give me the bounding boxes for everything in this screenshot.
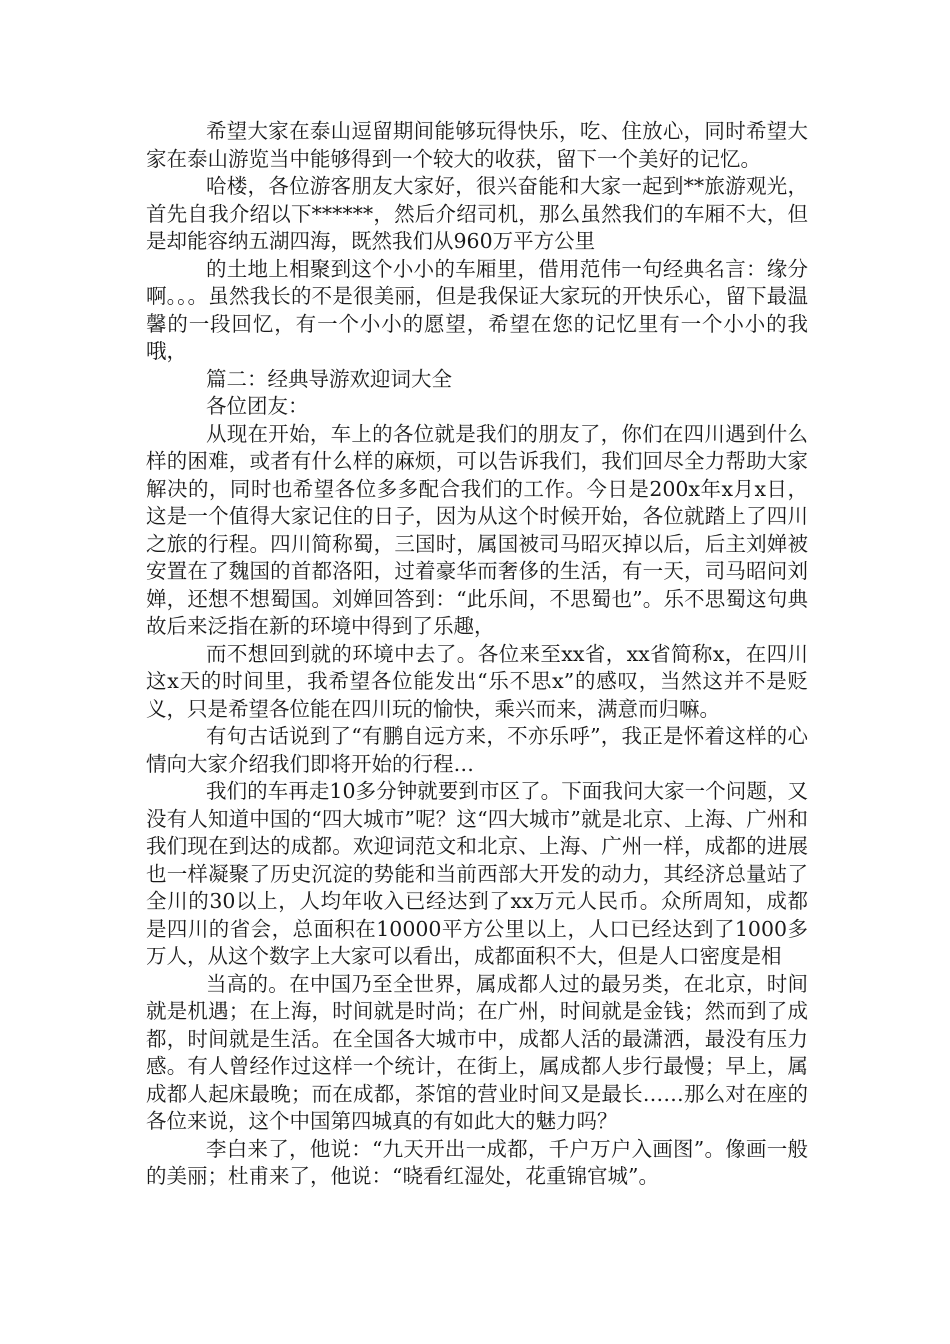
paragraph-sichuan-intro: 从现在开始，车上的各位就是我们的朋友了，你们在四川遇到什么样的困难，或者有什么样的麻烦，可以告诉我们，我们回尽全力帮助大家解决的，同时也希望各位多多配合我们的工作。今日是200x年x月x日，这是一个值得大家记住的日子，因为从这个时候开始，各位就踏上了四川之旅的行程。四川简称蜀，三国时，属国被司马昭灭掉以后，后主刘婵被安置在了魏国的首都洛阳，过着豪华而奢侈的生活，有一天，司马昭问刘婵，还想不想蜀国。刘婵回答到：“此乐间，不思蜀也”。乐不思蜀这句典故后来泛指在新的环境中得到了乐趣，: [146, 421, 808, 638]
paragraph-greeting: 哈楼，各位游客朋友大家好，很兴奋能和大家一起到**旅游观光，首先自我介绍以下******，然后介绍司机，那么虽然我们的车厢不大，但是却能容纳五湖四海，既然我们从960万平方公里: [146, 174, 808, 253]
paragraph-poets: 李白来了，他说：“九天开出一成都，千户万户入画图”。像画一般的美丽；杜甫来了，他说：“晓看红湿处，花重锦官城”。: [146, 1136, 808, 1188]
paragraph-taishan-wishes: 希望大家在泰山逗留期间能够玩得快乐，吃、住放心，同时希望大家在泰山游览当中能够得到一个较大的收获，留下一个美好的记忆。: [146, 119, 808, 171]
paragraph-chengdu-life: 当高的。在中国乃至全世界，属成都人过的最另类，在北京，时间就是机遇；在上海，时间就是时尚；在广州，时间就是金钱；然而到了成都，时间就是生活。在全国各大城市中，成都人活的最潇洒，最没有压力感。有人曾经作过这样一个统计，在街上，属成都人步行最慢；早上，属成都人起床最晚；而在成都，茶馆的营业时间又是最长……那么对在座的各位来说，这个中国第四城真的有如此大的魅力吗？: [146, 971, 808, 1133]
paragraph-salutation: 各位团友：: [206, 394, 309, 418]
paragraph-ancient-saying: 有句古话说到了“有鹏自远方来，不亦乐呼”，我正是怀着这样的心情向大家介绍我们即将开始的行程…: [146, 724, 808, 776]
section-heading: 篇二：经典导游欢迎词大全: [206, 366, 452, 391]
document-page: [146, 118, 808, 1191]
paragraph-fate-quote: 的土地上相聚到这个小小的车厢里，借用范伟一句经典名言：缘分啊。。。虽然我长的不是很美丽，但是我保证大家玩的开快乐心，留下最温馨的一段回忆，有一个小小的愿望，希望在您的记忆里有一个小小的我哦，: [146, 256, 808, 363]
paragraph-le-bu-si: 而不想回到就的环境中去了。各位来至xx省，xx省简称x，在四川这x天的时间里，我希望各位能发出“乐不思x”的感叹，当然这并不是贬义，只是希望各位能在四川玩的愉快，乘兴而来，满意而归嘛。: [146, 641, 808, 721]
paragraph-four-cities: 我们的车再走10多分钟就要到市区了。下面我问大家一个问题，又没有人知道中国的“四大城市”呢？这“四大城市”就是北京、上海、广州和我们现在到达的成都。欢迎词范文和北京、上海、广州一样，成都的进展也一样凝聚了历史沉淀的势能和当前西部大开发的动力，其经济总量站了全川的30以上，人均年收入已经达到了xx万元人民币。众所周知，成都是四川的省会，总面积在10000平方公里以上，人口已经达到了1000多万人，从这个数字上大家可以看出，成都面积不大，但是人口密度是相: [146, 779, 808, 968]
